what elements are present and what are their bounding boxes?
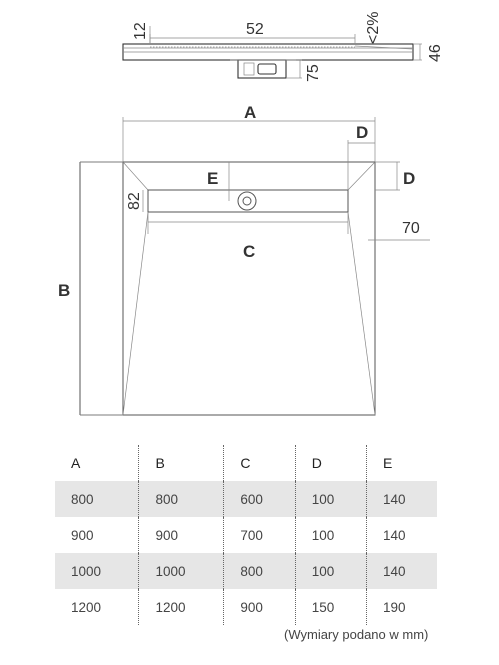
cell: 100 [295, 481, 366, 517]
height-label-46: 46 [427, 44, 444, 62]
drain-channel [148, 190, 348, 212]
label-b: B [58, 281, 71, 300]
cell: 900 [224, 589, 295, 625]
drain-outlet-inner [243, 197, 251, 205]
plan-view [58, 103, 430, 415]
header-c: C [224, 445, 295, 481]
header-e: E [383, 455, 393, 471]
cell: 900 [139, 517, 224, 553]
label-e: E [207, 169, 219, 188]
tray-outline-outer [80, 162, 375, 415]
cell: 100 [295, 553, 366, 589]
table-row [55, 589, 437, 625]
drain-pipe [258, 64, 276, 74]
slope-edge-bottom-left [123, 212, 148, 415]
table-row [55, 517, 437, 553]
cell: 140 [367, 553, 437, 589]
header-a: A [55, 445, 139, 481]
slope-edge-bottom-right [348, 212, 375, 415]
slope-edge-top-left [123, 162, 148, 190]
table-header-row [55, 445, 437, 481]
table-row [55, 553, 437, 589]
label-c: C [243, 242, 256, 261]
slope-line [355, 46, 413, 49]
slope-label: <2% [365, 11, 382, 44]
cell: 700 [224, 517, 295, 553]
cell: 800 [139, 481, 224, 517]
cell: 800 [224, 553, 295, 589]
cell: 1200 [55, 589, 139, 625]
header-d: D [295, 445, 366, 481]
units-note: (Wymiary podano w mm) [284, 627, 429, 642]
drain-label-75: 75 [305, 64, 322, 82]
cell: 140 [383, 527, 406, 543]
cell: 100 [295, 517, 366, 553]
label-d-top: D [356, 123, 369, 142]
cell: 140 [367, 481, 437, 517]
dimensions-table [55, 445, 437, 625]
cell: 1000 [55, 553, 139, 589]
label-d-right: D [403, 169, 416, 188]
cell: 1200 [139, 589, 224, 625]
cell: 800 [55, 481, 139, 517]
cell: 900 [55, 517, 139, 553]
header-b: B [139, 445, 224, 481]
drain-outlet-outer [238, 192, 256, 210]
cell: 1000 [139, 553, 224, 589]
cell: 190 [383, 599, 406, 615]
offset-label-70: 70 [402, 220, 420, 237]
channel-width-82: 82 [126, 192, 143, 210]
drain-inner [244, 63, 254, 75]
table-row [55, 481, 437, 517]
cell: 600 [224, 481, 295, 517]
side-section-view [123, 12, 444, 82]
depth-label-12: 12 [132, 22, 149, 40]
slope-edge-top-right [348, 162, 375, 190]
width-label-52: 52 [246, 21, 264, 38]
cell: 150 [295, 589, 366, 625]
label-a: A [244, 103, 257, 122]
